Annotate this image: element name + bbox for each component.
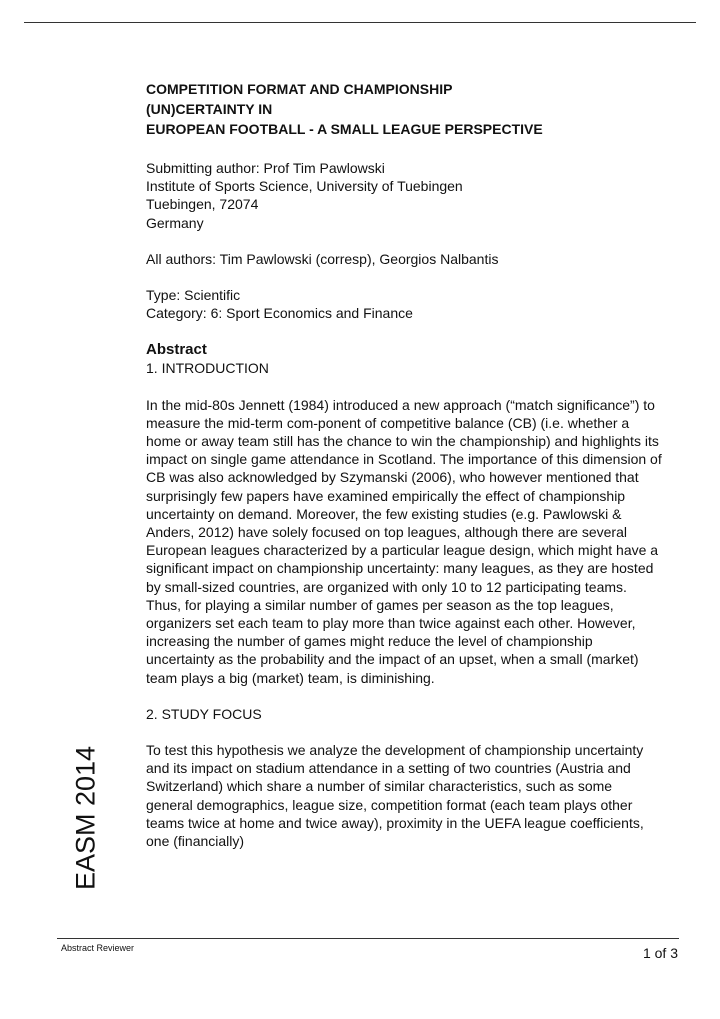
title-line: COMPETITION FORMAT AND CHAMPIONSHIP — [146, 81, 453, 97]
page-number: 1 of 3 — [642, 945, 678, 961]
footer-divider — [57, 938, 679, 939]
type-category-block — [146, 286, 662, 322]
conference-side-label: EASM 2014 — [70, 745, 101, 891]
submitting-author-block — [146, 159, 662, 232]
study-focus-paragraph: To test this hypothesis we analyze the development of championship uncertainty and its impact on stadium attendance in a setting of two countries (Austria and Switzerland) which share a number of similar characteristics, such as some general demographics, league size, competition format (each team plays other teams twice at home and twice away), proximity in the UEFA league coefficients, one (financially) — [146, 742, 644, 850]
all-authors-block — [146, 250, 662, 268]
submitting-author: Submitting author: Prof Tim Pawlowski — [146, 160, 385, 176]
section-heading-introduction: 1. INTRODUCTION — [146, 360, 269, 377]
abstract-heading: Abstract — [146, 341, 207, 359]
title-line: EUROPEAN FOOTBALL - A SMALL LEAGUE PERSPECTIVE — [146, 121, 543, 137]
top-divider — [24, 22, 696, 23]
country: Germany — [146, 214, 204, 231]
institute: Institute of Sports Science, University of Tuebingen — [146, 178, 463, 195]
abstract-document — [146, 79, 662, 868]
city: Tuebingen, 72074 — [146, 196, 259, 213]
title-line: (UN)CERTAINTY IN — [146, 101, 273, 117]
category: Category: 6: Sport Economics and Finance — [146, 305, 413, 322]
footer-reviewer-label: Abstract Reviewer — [61, 943, 135, 953]
type: Type: Scientific — [146, 287, 241, 304]
section-heading-study-focus: 2. STUDY FOCUS — [146, 705, 262, 722]
introduction-paragraph: In the mid-80s Jennett (1984) introduced a new approach (“match significance”) to measure the mid-term com-ponent of competitive balance (CB) (i.e. whether a home or away team still has the chance to win the championship) and highlights its impact on single game attendance in Scotland. The importance of this dimension of CB was also acknowledged by Szymanski (2006), who however mentioned that surprisingly few papers have examined empirically the effect of championship uncertainty on demand. Moreover, the few existing studies (e.g. Pawlowski & Anders, 2012) have solely focused on top leagues, although there are several European leagues characterized by a particular league design, which might have a significant impact on championship uncertainty: many leagues, as they are hosted by small-sized countries, are organized with only 10 to 12 participating teams. Thus, for playing a similar number of games per season as the top leagues, organizers set each team to play more than twice against each other. However, increasing the number of games might reduce the level of championship uncertainty as the probability and the impact of an upset, when a small (market) team plays a big (market) team, is diminishing. — [146, 396, 662, 686]
all-authors: All authors: Tim Pawlowski (corresp), Georgios Nalbantis — [146, 250, 499, 267]
paper-title — [146, 79, 662, 139]
